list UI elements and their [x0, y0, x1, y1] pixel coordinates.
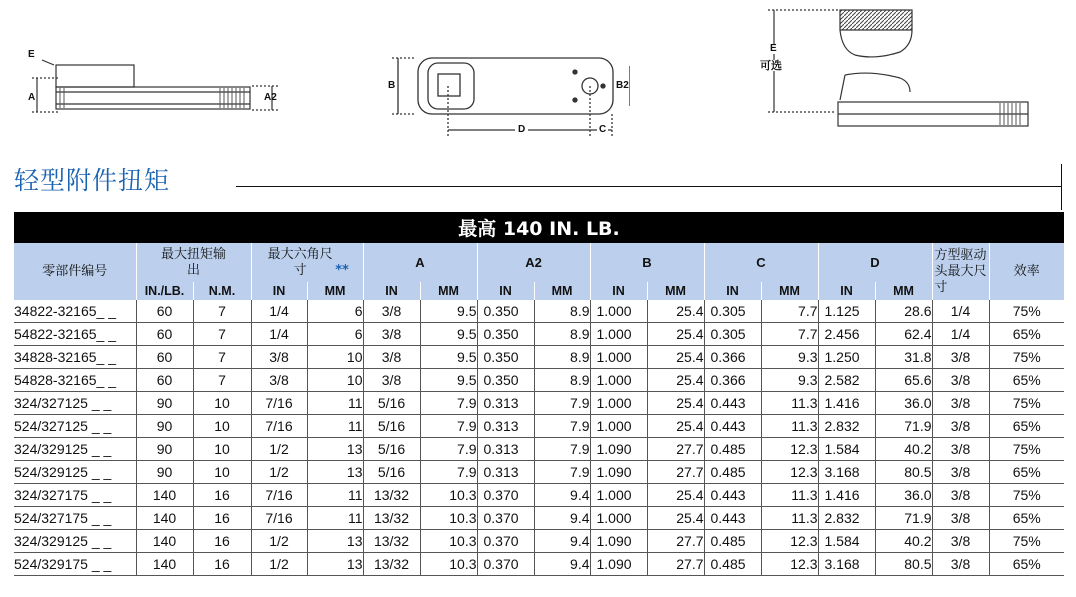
cell-a2-mm: 8.9 [534, 369, 590, 392]
cell-torque-in-lb: 60 [136, 369, 193, 392]
label-b: B [388, 80, 396, 91]
cell-efficiency: 75% [989, 392, 1064, 415]
table-row [14, 461, 1064, 484]
cell-a2-mm: 8.9 [534, 346, 590, 369]
cell-b-mm: 25.4 [647, 484, 704, 507]
cell-d-mm: 71.9 [875, 507, 932, 530]
cell-efficiency: 65% [989, 415, 1064, 438]
cell-a2-in: 0.370 [477, 553, 534, 576]
cell-hex-in: 1/2 [251, 553, 307, 576]
cell-d-mm: 40.2 [875, 438, 932, 461]
label-a: A [28, 92, 36, 103]
cell-a2-mm: 9.4 [534, 530, 590, 553]
cell-torque-in-lb: 140 [136, 507, 193, 530]
cell-hex-mm: 13 [307, 553, 363, 576]
height-diagram [760, 0, 1050, 160]
cell-b-mm: 25.4 [647, 300, 704, 323]
cell-b-in: 1.090 [590, 438, 647, 461]
cell-a-in: 13/32 [363, 507, 420, 530]
cell-torque-nm: 10 [193, 438, 251, 461]
cell-hex-in: 7/16 [251, 392, 307, 415]
header-mm: MM [420, 282, 477, 300]
cell-efficiency: 65% [989, 369, 1064, 392]
cell-a-mm: 9.5 [420, 323, 477, 346]
cell-torque-nm: 16 [193, 484, 251, 507]
cell-a2-mm: 8.9 [534, 323, 590, 346]
cell-d-in: 2.832 [818, 507, 875, 530]
cell-torque-in-lb: 90 [136, 461, 193, 484]
cell-a-in: 13/32 [363, 484, 420, 507]
cell-c-in: 0.485 [704, 553, 761, 576]
cell-torque-in-lb: 60 [136, 346, 193, 369]
cell-a2-in: 0.313 [477, 461, 534, 484]
cell-hex-in: 3/8 [251, 346, 307, 369]
cell-part-number: 34828-32165_ _ [14, 346, 136, 369]
cell-square-drive: 1/4 [932, 323, 989, 346]
cell-hex-in: 7/16 [251, 415, 307, 438]
cell-hex-mm: 10 [307, 346, 363, 369]
cell-c-mm: 11.3 [761, 484, 818, 507]
table-row [14, 346, 1064, 369]
cell-torque-in-lb: 60 [136, 323, 193, 346]
cell-b-mm: 25.4 [647, 507, 704, 530]
cell-a-in: 3/8 [363, 300, 420, 323]
cell-a-mm: 10.3 [420, 530, 477, 553]
side-profile-drawing [20, 0, 310, 160]
cell-b-mm: 25.4 [647, 323, 704, 346]
cell-a2-in: 0.313 [477, 415, 534, 438]
cell-torque-in-lb: 90 [136, 438, 193, 461]
cell-c-in: 0.366 [704, 369, 761, 392]
cell-hex-in: 1/2 [251, 438, 307, 461]
cell-square-drive: 3/8 [932, 484, 989, 507]
cell-part-number: 524/329125 _ _ [14, 461, 136, 484]
cell-torque-nm: 16 [193, 530, 251, 553]
label-optional: 可选 [760, 59, 782, 72]
label-a2: A2 [264, 92, 277, 103]
cell-square-drive: 1/4 [932, 300, 989, 323]
cell-b-mm: 25.4 [647, 346, 704, 369]
cell-part-number: 524/327175 _ _ [14, 507, 136, 530]
cell-efficiency: 75% [989, 530, 1064, 553]
label-e: E [28, 49, 35, 60]
cell-hex-mm: 13 [307, 530, 363, 553]
cell-torque-nm: 7 [193, 346, 251, 369]
cell-efficiency: 65% [989, 553, 1064, 576]
header-square-drive-label: 方型驱动头最大尺寸 [934, 247, 987, 295]
cell-c-in: 0.485 [704, 438, 761, 461]
cell-b-mm: 27.7 [647, 530, 704, 553]
cell-b-in: 1.000 [590, 415, 647, 438]
cell-square-drive: 3/8 [932, 553, 989, 576]
cell-d-in: 2.456 [818, 323, 875, 346]
label-e: E [770, 43, 777, 54]
cell-torque-in-lb: 140 [136, 553, 193, 576]
header-mm: MM [647, 282, 704, 300]
header-a: A [363, 243, 477, 282]
cell-c-in: 0.443 [704, 507, 761, 530]
cell-torque-nm: 16 [193, 507, 251, 530]
cell-b-in: 1.000 [590, 369, 647, 392]
cell-a2-in: 0.350 [477, 346, 534, 369]
header-max-torque [136, 243, 251, 282]
cell-b-mm: 25.4 [647, 392, 704, 415]
cell-b-mm: 25.4 [647, 369, 704, 392]
cell-hex-in: 1/2 [251, 530, 307, 553]
cell-d-in: 1.416 [818, 392, 875, 415]
label-d: D [515, 125, 528, 135]
cell-c-in: 0.366 [704, 346, 761, 369]
cell-c-in: 0.485 [704, 530, 761, 553]
side-profile-diagram [20, 0, 310, 160]
title-rule-end [1061, 164, 1062, 210]
header-in-lb: IN./LB. [136, 282, 193, 300]
cell-b-mm: 27.7 [647, 461, 704, 484]
section-title: 轻型附件扭矩 [14, 166, 171, 195]
cell-a-mm: 7.9 [420, 438, 477, 461]
cell-b-in: 1.000 [590, 300, 647, 323]
cell-torque-in-lb: 140 [136, 484, 193, 507]
cell-a2-in: 0.350 [477, 300, 534, 323]
cell-d-mm: 71.9 [875, 415, 932, 438]
cell-torque-nm: 10 [193, 461, 251, 484]
cell-efficiency: 75% [989, 346, 1064, 369]
label-b2: B2 [616, 80, 629, 91]
cell-a2-in: 0.350 [477, 369, 534, 392]
cell-efficiency: 75% [989, 484, 1064, 507]
cell-torque-nm: 10 [193, 392, 251, 415]
cell-b-in: 1.000 [590, 346, 647, 369]
header-mm: MM [534, 282, 590, 300]
table-row [14, 300, 1064, 323]
cell-c-in: 0.443 [704, 392, 761, 415]
cell-c-mm: 7.7 [761, 323, 818, 346]
cell-hex-in: 1/4 [251, 300, 307, 323]
table-row [14, 553, 1064, 576]
header-in: IN [590, 282, 647, 300]
cell-torque-nm: 16 [193, 553, 251, 576]
cell-a-mm: 7.9 [420, 461, 477, 484]
cell-b-in: 1.000 [590, 484, 647, 507]
cell-part-number: 54828-32165_ _ [14, 369, 136, 392]
cell-hex-in: 7/16 [251, 484, 307, 507]
table-row [14, 323, 1064, 346]
header-square-drive [932, 243, 989, 300]
cell-a-in: 13/32 [363, 553, 420, 576]
spec-table-body [14, 300, 1064, 576]
cell-b-in: 1.000 [590, 323, 647, 346]
header-mm: MM [307, 282, 363, 300]
cell-hex-in: 1/4 [251, 323, 307, 346]
header-in: IN [363, 282, 420, 300]
cell-d-in: 3.168 [818, 461, 875, 484]
cell-a2-mm: 7.9 [534, 438, 590, 461]
cell-d-in: 3.168 [818, 553, 875, 576]
cell-a-in: 5/16 [363, 461, 420, 484]
cell-d-in: 2.582 [818, 369, 875, 392]
cell-d-mm: 80.5 [875, 461, 932, 484]
cell-c-in: 0.305 [704, 323, 761, 346]
cell-square-drive: 3/8 [932, 346, 989, 369]
table-row [14, 369, 1064, 392]
cell-c-in: 0.443 [704, 415, 761, 438]
cell-d-mm: 36.0 [875, 484, 932, 507]
cell-efficiency: 65% [989, 507, 1064, 530]
header-max-hex [251, 243, 363, 282]
cell-c-mm: 12.3 [761, 530, 818, 553]
cell-square-drive: 3/8 [932, 392, 989, 415]
table-row [14, 415, 1064, 438]
label-c: C [599, 124, 607, 135]
cell-b-in: 1.090 [590, 553, 647, 576]
cell-efficiency: 65% [989, 323, 1064, 346]
cell-c-mm: 9.3 [761, 346, 818, 369]
cell-hex-mm: 10 [307, 369, 363, 392]
cell-efficiency: 65% [989, 461, 1064, 484]
cell-a-in: 5/16 [363, 392, 420, 415]
cell-c-mm: 12.3 [761, 553, 818, 576]
cell-a-in: 5/16 [363, 415, 420, 438]
header-in: IN [704, 282, 761, 300]
cell-torque-in-lb: 60 [136, 300, 193, 323]
cell-a-in: 3/8 [363, 369, 420, 392]
cell-efficiency: 75% [989, 438, 1064, 461]
cell-d-in: 1.584 [818, 530, 875, 553]
cell-a2-mm: 8.9 [534, 300, 590, 323]
cell-efficiency: 75% [989, 300, 1064, 323]
cell-a2-in: 0.370 [477, 507, 534, 530]
cell-torque-nm: 7 [193, 300, 251, 323]
cell-part-number: 324/327175 _ _ [14, 484, 136, 507]
cell-c-mm: 11.3 [761, 392, 818, 415]
cell-d-in: 1.125 [818, 300, 875, 323]
header-d: D [818, 243, 932, 282]
header-in: IN [477, 282, 534, 300]
cell-a-in: 5/16 [363, 438, 420, 461]
header-efficiency: 效率 [989, 243, 1064, 300]
cell-a2-in: 0.313 [477, 392, 534, 415]
cell-d-mm: 40.2 [875, 530, 932, 553]
header-in: IN [818, 282, 875, 300]
cell-d-in: 2.832 [818, 415, 875, 438]
header-a2: A2 [477, 243, 590, 282]
cell-d-mm: 36.0 [875, 392, 932, 415]
table-banner: 最高 140 IN. LB. [14, 212, 1064, 243]
height-drawing [760, 0, 1050, 160]
cell-c-mm: 11.3 [761, 415, 818, 438]
header-mm: MM [761, 282, 818, 300]
header-mm: MM [875, 282, 932, 300]
cell-c-mm: 7.7 [761, 300, 818, 323]
cell-a-mm: 10.3 [420, 507, 477, 530]
cell-a-mm: 9.5 [420, 300, 477, 323]
cell-hex-mm: 11 [307, 507, 363, 530]
cell-hex-mm: 6 [307, 323, 363, 346]
cell-torque-nm: 7 [193, 369, 251, 392]
cell-torque-nm: 10 [193, 415, 251, 438]
cell-part-number: 524/327125 _ _ [14, 415, 136, 438]
header-max-hex-label: 最大六角尺寸 [267, 246, 333, 278]
cell-b-in: 1.000 [590, 392, 647, 415]
cell-c-in: 0.485 [704, 461, 761, 484]
cell-a-mm: 9.5 [420, 369, 477, 392]
top-view-diagram [380, 0, 630, 160]
table-row [14, 530, 1064, 553]
cell-part-number: 324/327125 _ _ [14, 392, 136, 415]
cell-d-mm: 80.5 [875, 553, 932, 576]
cell-a-in: 3/8 [363, 346, 420, 369]
cell-hex-mm: 13 [307, 438, 363, 461]
cell-hex-in: 1/2 [251, 461, 307, 484]
top-view-drawing [380, 0, 630, 160]
cell-a2-mm: 7.9 [534, 392, 590, 415]
cell-hex-in: 7/16 [251, 507, 307, 530]
cell-square-drive: 3/8 [932, 507, 989, 530]
cell-hex-mm: 11 [307, 484, 363, 507]
table-row [14, 438, 1064, 461]
cell-d-in: 1.416 [818, 484, 875, 507]
cell-b-in: 1.090 [590, 461, 647, 484]
cell-a2-in: 0.313 [477, 438, 534, 461]
cell-c-mm: 9.3 [761, 369, 818, 392]
cell-hex-mm: 6 [307, 300, 363, 323]
cell-c-in: 0.305 [704, 300, 761, 323]
cell-part-number: 524/329175 _ _ [14, 553, 136, 576]
cell-part-number: 324/329125 _ _ [14, 530, 136, 553]
cell-a2-in: 0.370 [477, 484, 534, 507]
cell-a2-mm: 9.4 [534, 507, 590, 530]
header-c: C [704, 243, 818, 282]
cell-torque-in-lb: 90 [136, 415, 193, 438]
header-in: IN [251, 282, 307, 300]
cell-a-mm: 10.3 [420, 484, 477, 507]
cell-c-mm: 12.3 [761, 438, 818, 461]
cell-square-drive: 3/8 [932, 369, 989, 392]
cell-b-mm: 27.7 [647, 553, 704, 576]
cell-hex-mm: 11 [307, 415, 363, 438]
header-max-hex-stars: ** [335, 262, 349, 278]
cell-a-mm: 7.9 [420, 415, 477, 438]
cell-b-in: 1.000 [590, 507, 647, 530]
cell-hex-in: 3/8 [251, 369, 307, 392]
cell-a2-in: 0.350 [477, 323, 534, 346]
table-row [14, 507, 1064, 530]
cell-part-number: 54822-32165_ _ [14, 323, 136, 346]
cell-d-mm: 28.6 [875, 300, 932, 323]
cell-a2-mm: 9.4 [534, 484, 590, 507]
cell-a2-in: 0.370 [477, 530, 534, 553]
cell-d-in: 1.584 [818, 438, 875, 461]
cell-a2-mm: 7.9 [534, 415, 590, 438]
cell-d-in: 1.250 [818, 346, 875, 369]
cell-square-drive: 3/8 [932, 530, 989, 553]
table-row [14, 392, 1064, 415]
cell-c-mm: 11.3 [761, 507, 818, 530]
cell-a-in: 3/8 [363, 323, 420, 346]
header-max-torque-label: 最大扭矩输出 [160, 246, 226, 278]
cell-a-mm: 7.9 [420, 392, 477, 415]
header-b: B [590, 243, 704, 282]
spec-table [14, 212, 1064, 576]
cell-a-mm: 9.5 [420, 346, 477, 369]
cell-d-mm: 65.6 [875, 369, 932, 392]
cell-b-mm: 25.4 [647, 415, 704, 438]
cell-c-in: 0.443 [704, 484, 761, 507]
cell-b-mm: 27.7 [647, 438, 704, 461]
cell-part-number: 324/329125 _ _ [14, 438, 136, 461]
cell-a-mm: 10.3 [420, 553, 477, 576]
header-part-number: 零部件编号 [14, 243, 136, 300]
title-rule [236, 186, 1062, 187]
cell-square-drive: 3/8 [932, 438, 989, 461]
cell-c-mm: 12.3 [761, 461, 818, 484]
cell-square-drive: 3/8 [932, 415, 989, 438]
cell-d-mm: 31.8 [875, 346, 932, 369]
cell-a2-mm: 7.9 [534, 461, 590, 484]
cell-torque-in-lb: 140 [136, 530, 193, 553]
cell-hex-mm: 13 [307, 461, 363, 484]
cell-a-in: 13/32 [363, 530, 420, 553]
cell-d-mm: 62.4 [875, 323, 932, 346]
cell-square-drive: 3/8 [932, 461, 989, 484]
cell-torque-nm: 7 [193, 323, 251, 346]
cell-torque-in-lb: 90 [136, 392, 193, 415]
cell-part-number: 34822-32165_ _ [14, 300, 136, 323]
cell-b-in: 1.090 [590, 530, 647, 553]
header-nm: N.M. [193, 282, 251, 300]
cell-a2-mm: 9.4 [534, 553, 590, 576]
table-row [14, 484, 1064, 507]
cell-hex-mm: 11 [307, 392, 363, 415]
